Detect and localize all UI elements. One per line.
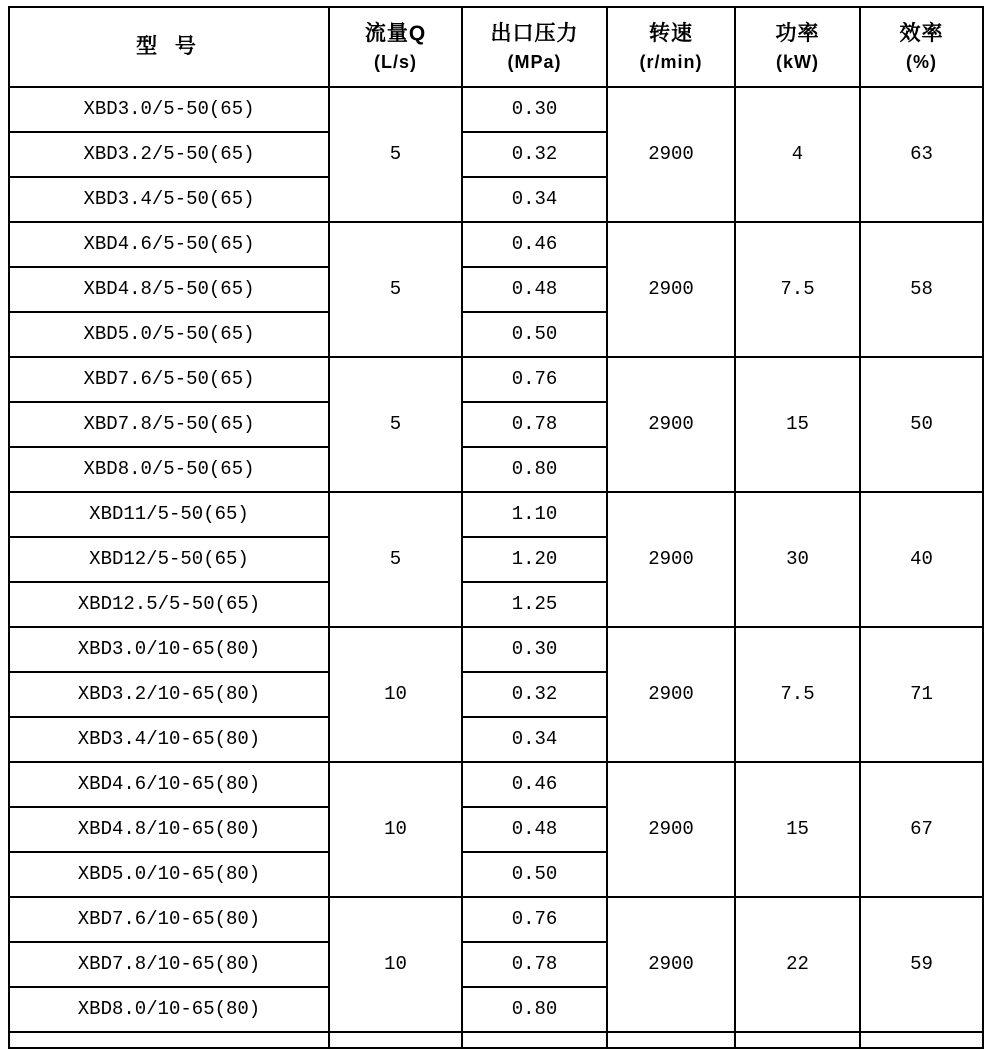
cell-power: 4: [735, 87, 860, 222]
column-header-speed: [607, 7, 735, 87]
column-header-model: [9, 7, 329, 87]
cell-model: XBD3.2/10-65(80): [9, 672, 329, 717]
cell-model: XBD4.6/10-65(80): [9, 762, 329, 807]
cell-outlet-pressure: 1.20: [462, 537, 607, 582]
cell-outlet-pressure: 0.80: [462, 987, 607, 1032]
cell-flow: 5: [329, 357, 462, 492]
cell-flow: 10: [329, 762, 462, 897]
cell-outlet-pressure: 0.34: [462, 717, 607, 762]
column-header-efficiency-label: 效率: [899, 21, 944, 45]
table-row: [9, 357, 983, 402]
cell-partial: [607, 1032, 735, 1048]
cell-outlet-pressure: 0.32: [462, 672, 607, 717]
cell-efficiency: 50: [860, 357, 983, 492]
cell-flow: 5: [329, 87, 462, 222]
column-header-speed-label: 转速: [649, 21, 693, 45]
cell-efficiency: 40: [860, 492, 983, 627]
cell-model: XBD8.0/10-65(80): [9, 987, 329, 1032]
cell-flow: 5: [329, 492, 462, 627]
cell-partial: [9, 1032, 329, 1048]
cell-efficiency: 58: [860, 222, 983, 357]
cell-model: XBD5.0/5-50(65): [9, 312, 329, 357]
cell-speed: 2900: [607, 762, 735, 897]
cell-power: 15: [735, 357, 860, 492]
column-header-power-label: 功率: [775, 21, 820, 45]
cell-outlet-pressure: 1.10: [462, 492, 607, 537]
cell-model: XBD5.0/10-65(80): [9, 852, 329, 897]
cell-model: XBD3.2/5-50(65): [9, 132, 329, 177]
cell-outlet-pressure: 0.78: [462, 942, 607, 987]
cell-outlet-pressure: 0.50: [462, 852, 607, 897]
cell-speed: 2900: [607, 492, 735, 627]
cell-model: XBD4.8/5-50(65): [9, 267, 329, 312]
cell-model: XBD3.4/5-50(65): [9, 177, 329, 222]
cell-model: XBD4.6/5-50(65): [9, 222, 329, 267]
cell-model: XBD8.0/5-50(65): [9, 447, 329, 492]
cell-outlet-pressure: 0.80: [462, 447, 607, 492]
table-header: [9, 7, 983, 87]
cell-outlet-pressure: 0.76: [462, 357, 607, 402]
column-header-flow-unit: (L/s): [374, 51, 417, 72]
cell-outlet-pressure: 0.48: [462, 807, 607, 852]
table-row: [9, 87, 983, 132]
cell-outlet-pressure: 0.32: [462, 132, 607, 177]
cell-outlet-pressure: 0.46: [462, 222, 607, 267]
cell-model: XBD4.8/10-65(80): [9, 807, 329, 852]
table-row: [9, 492, 983, 537]
cell-partial: [329, 1032, 462, 1048]
cell-power: 7.5: [735, 222, 860, 357]
cell-flow: 10: [329, 897, 462, 1032]
cell-partial: [462, 1032, 607, 1048]
table-body: [9, 87, 983, 1048]
column-header-flow: [329, 7, 462, 87]
column-header-speed-unit: (r/min): [639, 51, 703, 72]
cell-outlet-pressure: 0.30: [462, 627, 607, 672]
column-header-model-label: 型 号: [136, 34, 202, 58]
cell-flow: 10: [329, 627, 462, 762]
cell-efficiency: 63: [860, 87, 983, 222]
table-row: [9, 627, 983, 672]
cell-outlet-pressure: 0.48: [462, 267, 607, 312]
cell-model: XBD7.6/10-65(80): [9, 897, 329, 942]
cell-model: XBD7.6/5-50(65): [9, 357, 329, 402]
cell-efficiency: 71: [860, 627, 983, 762]
cell-speed: 2900: [607, 87, 735, 222]
cell-power: 22: [735, 897, 860, 1032]
cell-outlet-pressure: 0.30: [462, 87, 607, 132]
cell-outlet-pressure: 0.46: [462, 762, 607, 807]
cell-efficiency: 59: [860, 897, 983, 1032]
table-row: [9, 897, 983, 942]
column-header-outlet-pressure-label: 出口压力: [490, 21, 579, 45]
header-row: [9, 7, 983, 87]
cell-efficiency: 67: [860, 762, 983, 897]
column-header-efficiency: [860, 7, 983, 87]
cell-power: 30: [735, 492, 860, 627]
table-row: [9, 222, 983, 267]
table-row: [9, 762, 983, 807]
cell-partial: [735, 1032, 860, 1048]
cell-speed: 2900: [607, 222, 735, 357]
cell-model: XBD7.8/5-50(65): [9, 402, 329, 447]
column-header-power: [735, 7, 860, 87]
cell-speed: 2900: [607, 357, 735, 492]
column-header-efficiency-unit: (%): [906, 51, 937, 72]
column-header-power-unit: (kW): [776, 51, 819, 72]
column-header-outlet-pressure: [462, 7, 607, 87]
cell-partial: [860, 1032, 983, 1048]
cell-outlet-pressure: 0.34: [462, 177, 607, 222]
column-header-flow-label: 流量Q: [364, 21, 427, 45]
cell-flow: 5: [329, 222, 462, 357]
cell-outlet-pressure: 1.25: [462, 582, 607, 627]
cell-model: XBD11/5-50(65): [9, 492, 329, 537]
cell-power: 7.5: [735, 627, 860, 762]
cell-model: XBD3.4/10-65(80): [9, 717, 329, 762]
cell-power: 15: [735, 762, 860, 897]
cell-outlet-pressure: 0.76: [462, 897, 607, 942]
cell-model: XBD7.8/10-65(80): [9, 942, 329, 987]
table-row-partial: [9, 1032, 983, 1048]
cell-model: XBD3.0/10-65(80): [9, 627, 329, 672]
cell-speed: 2900: [607, 897, 735, 1032]
cell-model: XBD12.5/5-50(65): [9, 582, 329, 627]
cell-model: XBD12/5-50(65): [9, 537, 329, 582]
column-header-outlet-pressure-unit: (MPa): [507, 51, 562, 72]
cell-speed: 2900: [607, 627, 735, 762]
cell-model: XBD3.0/5-50(65): [9, 87, 329, 132]
pump-specification-table: [8, 6, 984, 1049]
cell-outlet-pressure: 0.78: [462, 402, 607, 447]
cell-outlet-pressure: 0.50: [462, 312, 607, 357]
